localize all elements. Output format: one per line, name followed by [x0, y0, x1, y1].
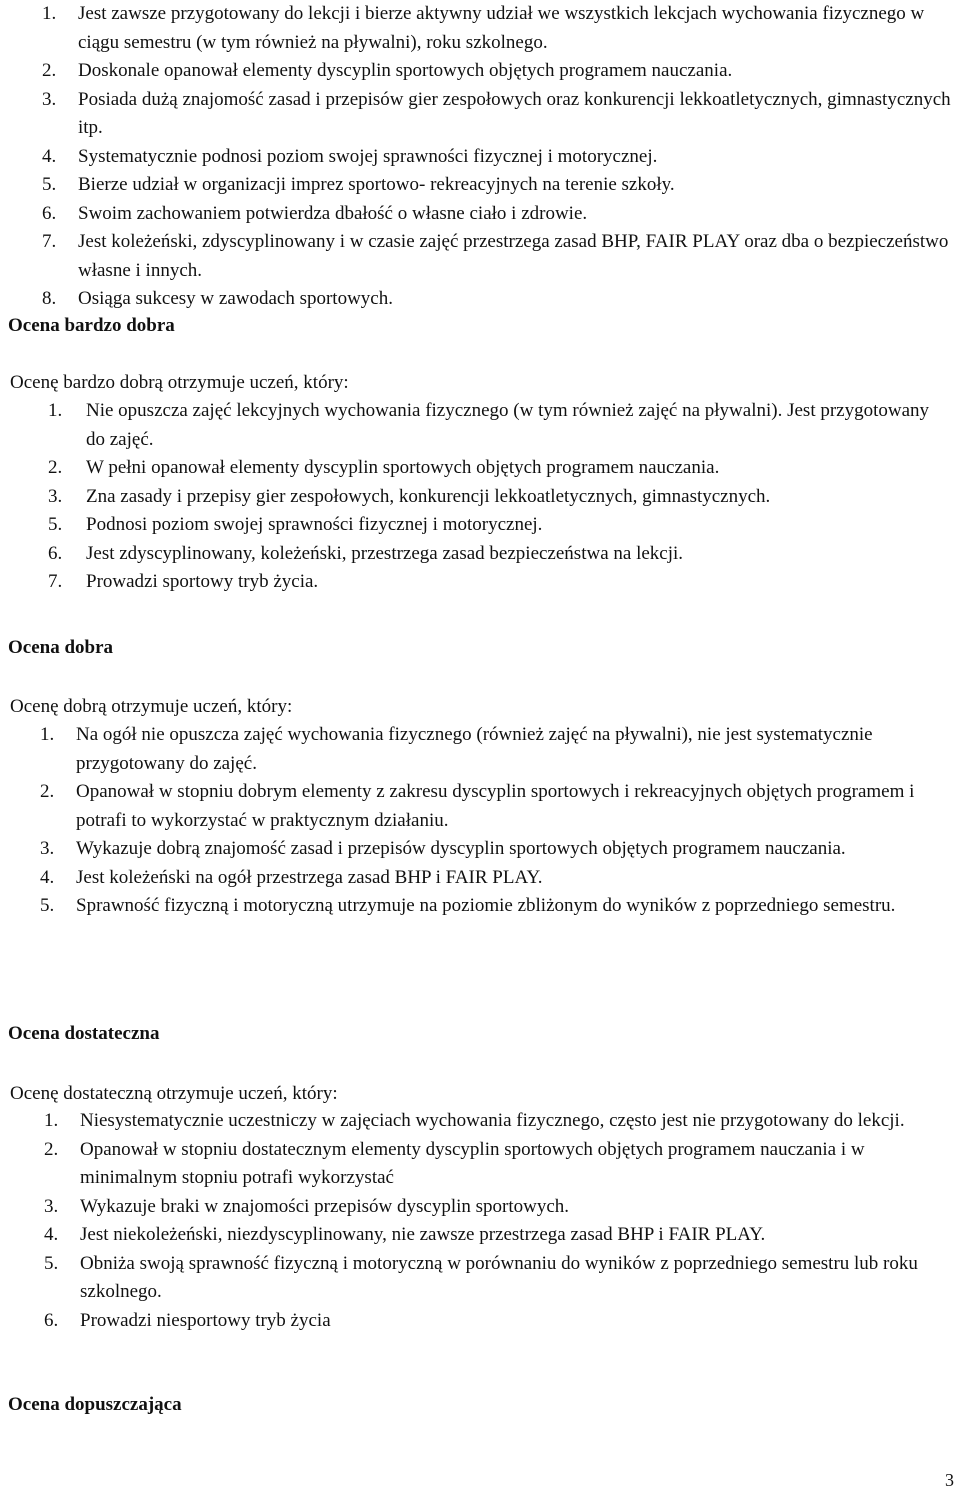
item-number: 2. [42, 60, 57, 81]
item-number: 1. [42, 3, 57, 24]
item-number: 4. [44, 1224, 59, 1245]
list-item [0, 892, 960, 921]
list-item [0, 1107, 960, 1136]
item-text: Wykazuje braki w znajomości przepisów dyscyplin sportowych. [80, 1195, 570, 1217]
item-text: Jest zdyscyplinowany, koleżeński, przestrzega zasad bezpieczeństwa na lekcji. [86, 542, 684, 564]
item-number: 6. [48, 542, 63, 564]
criteria-list-bardzo-dobra [0, 397, 960, 597]
criteria-list [0, 1107, 960, 1335]
heading-dopuszczajaca: Ocena dopuszczająca [8, 1394, 182, 1415]
item-text: Sprawność fizyczną i motoryczną utrzymuje na poziomie zbliżonym do wyników z poprzedniego semestru. [76, 895, 896, 916]
list-item [0, 1307, 960, 1336]
list-item [0, 57, 960, 86]
list-item [0, 228, 960, 285]
item-text: Prowadzi niesportowy tryb życia [80, 1309, 331, 1331]
item-text: Opanował w stopniu dobrym elementy z zakresu dyscyplin sportowych i rekreacyjnych objętych programem i potrafi to wykorzystać w praktycznym działaniu. [76, 781, 915, 831]
item-text: Swoim zachowaniem potwierdza dbałość o własne ciało i zdrowie. [78, 202, 588, 224]
item-text: Nie opuszcza zajęć lekcyjnych wychowania fizycznego (w tym również zajęć na pływalni). Jest przygotowany do zajęć. [86, 400, 930, 450]
list-item [0, 285, 960, 314]
item-text: Posiada dużą znajomość zasad i przepisów gier zespołowych oraz konkurencji lekkoatletycznych, gimnastycznych itp. [78, 88, 951, 138]
item-number: 3. [48, 485, 63, 507]
item-text: Systematycznie podnosi poziom swojej sprawności fizycznej i motorycznej. [78, 145, 658, 167]
heading-dobra: Ocena dobra [8, 637, 114, 658]
item-text: Jest koleżeński, zdyscyplinowany i w czasie zajęć przestrzega zasad BHP, FAIR PLAY oraz dba o bezpieczeństwo własne i innych. [78, 231, 949, 281]
list-item [0, 540, 960, 569]
item-text: Jest niekoleżeński, niezdyscyplinowany, nie zawsze przestrzega zasad BHP i FAIR PLAY. [80, 1224, 766, 1245]
list-item [0, 0, 960, 57]
item-number: 7. [48, 571, 63, 592]
heading-dostateczna: Ocena dostateczna [8, 1023, 160, 1044]
item-number: 8. [42, 288, 57, 309]
item-number: 6. [42, 202, 57, 224]
criteria-list [0, 721, 960, 921]
item-text: Jest koleżeński na ogół przestrzega zasad BHP i FAIR PLAY. [76, 866, 543, 888]
item-text: Osiąga sukcesy w zawodach sportowych. [78, 288, 393, 309]
list-item [0, 1221, 960, 1250]
item-text: W pełni opanował elementy dyscyplin sportowych objętych programem nauczania. [86, 457, 720, 478]
item-number: 4. [40, 866, 55, 888]
item-number: 2. [48, 457, 63, 478]
item-number: 1. [44, 1110, 59, 1131]
list-item [0, 835, 960, 864]
intro-dostateczna: Ocenę dostateczną otrzymuje uczeń, który: [10, 1083, 338, 1104]
criteria-list-dostateczna [0, 1107, 960, 1335]
item-number: 3. [40, 838, 55, 859]
item-number: 4. [42, 145, 57, 167]
criteria-list-celujaca [0, 0, 960, 314]
intro-dobra: Ocenę dobrą otrzymuje uczeń, który: [10, 696, 293, 717]
item-number: 3. [44, 1195, 59, 1217]
item-text: Doskonale opanował elementy dyscyplin sportowych objętych programem nauczania. [78, 60, 733, 81]
item-number: 3. [42, 88, 57, 110]
list-item [0, 1136, 960, 1193]
item-text: Podnosi poziom swojej sprawności fizycznej i motorycznej. [86, 514, 543, 535]
intro-bardzo-dobra: Ocenę bardzo dobrą otrzymuje uczeń, który: [10, 372, 349, 393]
item-text: Bierze udział w organizacji imprez sportowo- rekreacyjnych na terenie szkoły. [78, 174, 675, 195]
item-number: 5. [48, 514, 63, 535]
criteria-list [0, 397, 960, 597]
list-item [0, 171, 960, 200]
item-number: 5. [40, 895, 55, 916]
item-text: Obniża swoją sprawność fizyczną i motoryczną w porównaniu do wyników z poprzedniego semestru lub roku szkolnego. [80, 1252, 918, 1302]
list-item [0, 86, 960, 143]
list-item [0, 397, 960, 454]
list-item [0, 778, 960, 835]
criteria-list [0, 0, 960, 314]
list-item [0, 483, 960, 512]
item-number: 2. [40, 781, 55, 802]
list-item [0, 511, 960, 540]
item-text: Jest zawsze przygotowany do lekcji i bierze aktywny udział we wszystkich lekcjach wychowania fizycznego w ciągu semestru (w tym również na pływalni), roku szkolnego. [78, 3, 925, 53]
item-text: Wykazuje dobrą znajomość zasad i przepisów dyscyplin sportowych objętych programem nauczania. [76, 838, 846, 859]
list-item [0, 143, 960, 172]
list-item [0, 1250, 960, 1307]
item-text: Na ogół nie opuszcza zajęć wychowania fizycznego (również zajęć na pływalni), nie jest systematycznie przygotowany do zajęć. [76, 724, 873, 774]
list-item [0, 454, 960, 483]
item-text: Niesystematycznie uczestniczy w zajęciach wychowania fizycznego, często jest nie przygotowany do lekcji. [80, 1110, 905, 1131]
item-number: 5. [42, 174, 57, 195]
list-item [0, 721, 960, 778]
criteria-list-dobra [0, 721, 960, 921]
item-number: 1. [40, 724, 55, 745]
item-number: 5. [44, 1252, 59, 1274]
list-item [0, 864, 960, 893]
list-item [0, 568, 960, 597]
item-number: 7. [42, 231, 57, 252]
item-number: 1. [48, 400, 63, 421]
item-number: 2. [44, 1138, 59, 1160]
item-text: Zna zasady i przepisy gier zespołowych, konkurencji lekkoatletycznych, gimnastycznych. [86, 485, 771, 507]
list-item [0, 200, 960, 229]
list-item [0, 1193, 960, 1222]
item-text: Prowadzi sportowy tryb życia. [86, 571, 319, 592]
item-number: 6. [44, 1309, 59, 1331]
page-number: 3 [945, 1470, 954, 1490]
item-text: Opanował w stopniu dostatecznym elementy dyscyplin sportowych objętych programem nauczania i w minimalnym stopniu potrafi wykorzystać [80, 1138, 865, 1188]
heading-bardzo-dobra: Ocena bardzo dobra [8, 315, 175, 336]
